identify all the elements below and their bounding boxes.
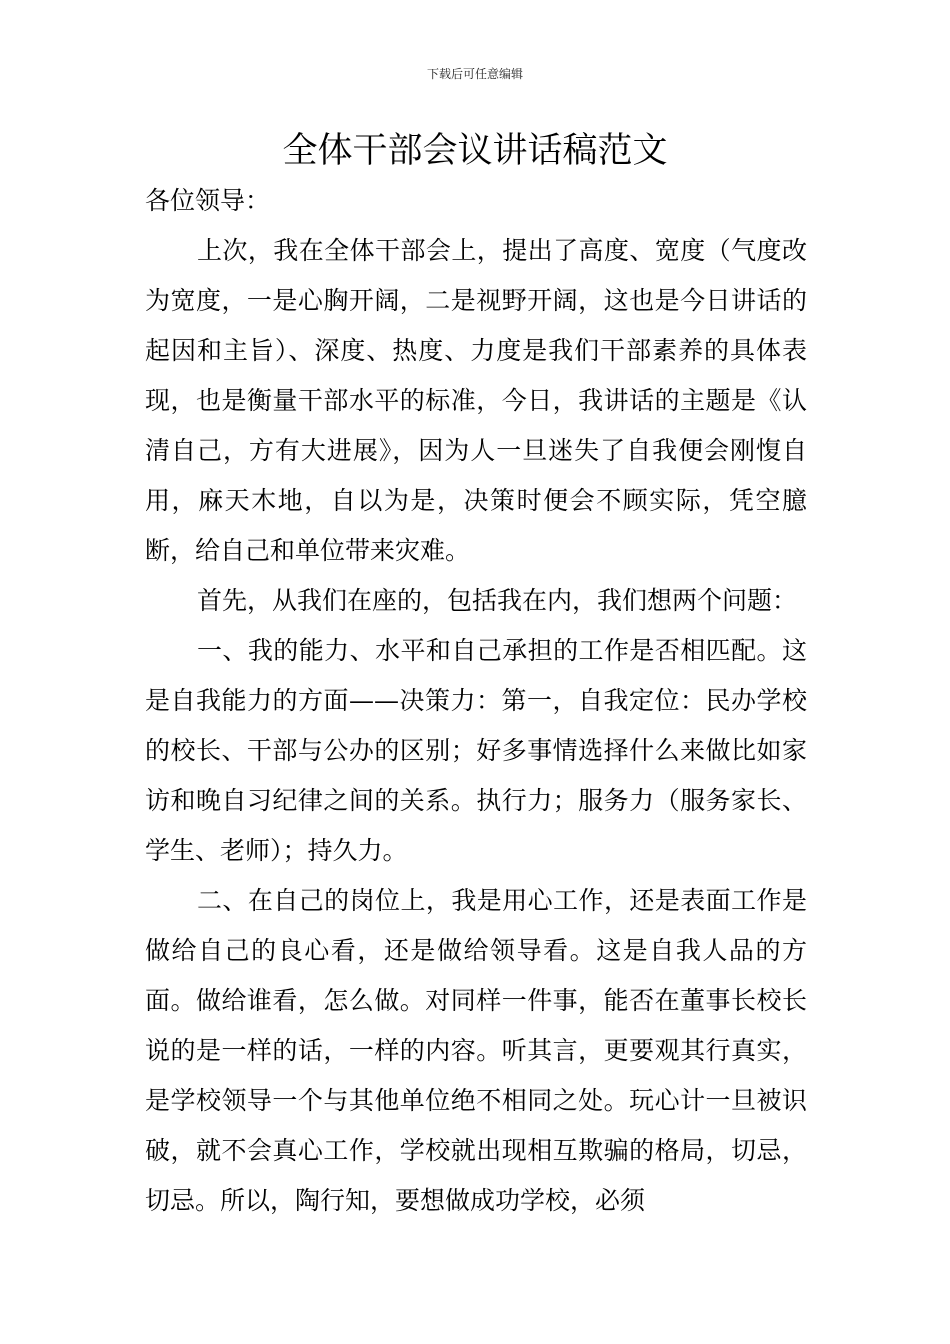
paragraph-intro: 上次，我在全体干部会上，提出了高度、宽度（气度改为宽度，一是心胸开阔，二是视野开阔，这也是今日讲话的起因和主旨）、深度、热度、力度是我们干部素养的具体表现，也是衡量干部水平的标准，今日，我讲话的主题是《认清自己，方有大进展》，因为人一旦迷失了自我便会刚愎自用，麻天木地，自以为是，决策时便会不顾实际，凭空臆断，给自己和单位带来灾难。 bbox=[145, 236, 807, 565]
salutation: 各位领导： bbox=[145, 186, 271, 215]
paragraph-point-one: 一、我的能力、水平和自己承担的工作是否相匹配。这是自我能力的方面——决策力：第一，自我定位：民办学校的校长、干部与公办的区别；好多事情选择什么来做比如家访和晚自习纪律之间的关系。执行力；服务力（服务家长、学生、老师）；持久力。 bbox=[145, 636, 807, 865]
header-note: 下载后可任意编辑 bbox=[426, 67, 523, 81]
document-title: 全体干部会议讲话稿范文 bbox=[282, 131, 668, 171]
document-body bbox=[145, 176, 807, 1226]
paragraph-questions: 首先，从我们在座的，包括我在内，我们想两个问题： bbox=[197, 586, 798, 615]
paragraph-point-two: 二、在自己的岗位上，我是用心工作，还是表面工作是做给自己的良心看，还是做给领导看。这是自我人品的方面。做给谁看，怎么做。对同样一件事，能否在董事长校长说的是一样的话，一样的内容。听其言，更要观其行真实，是学校领导一个与其他单位绝不相同之处。玩心计一旦被识破，就不会真心工作，学校就出现相互欺骗的格局，切忌，切忌。所以，陶行知，要想做成功学校，必须 bbox=[145, 886, 807, 1215]
